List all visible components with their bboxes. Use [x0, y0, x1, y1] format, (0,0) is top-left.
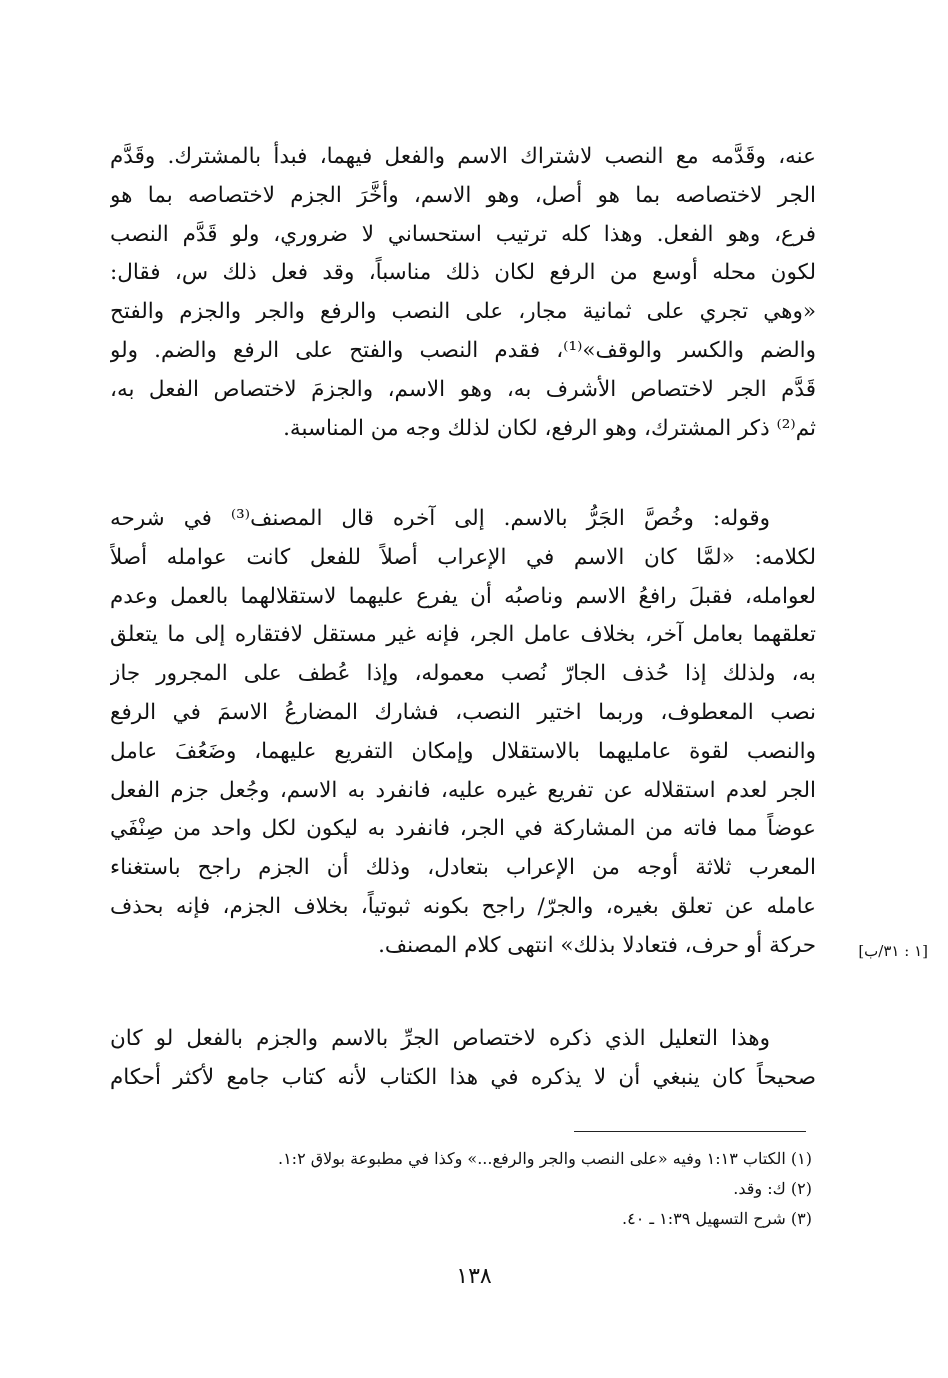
text-line: وقوله: وخُصَّ الجَرُّ بالاسم. إلى آخره قال المصنف⁽³⁾ في شرحه — [110, 506, 770, 531]
footnote-3: (٣) شرح التسهيل ١:٣٩ ـ ٤٠. — [622, 1209, 812, 1228]
text-line: به، ولذلك إذا حُذف الجارّ نُصب معموله، وإذا عُطف على المجرور جاز — [110, 661, 816, 687]
text-line: لكلامه: «لمَّا كان الاسم في الإعراب أصلاً للفعل كانت عوامله أصلاً — [110, 544, 816, 570]
page-number: ١٣٨ — [456, 1264, 492, 1289]
text-line: نصب المعطوف، وربما اختير النصب، فشارك المضارعُ الاسمَ في الرفع — [110, 699, 816, 725]
manuscript-folio-note: [١ : ٣١/ب] — [858, 942, 928, 960]
text-line: تعلقهما بعامل آخر، بخلاف عامل الجر، فإنه غير مستقل لافتقاره إلى ما يتعلق — [110, 622, 816, 648]
footnote-1: (١) الكتاب ١:١٣ وفيه «على النصب والجر والرفع...» وكذا في مطبوعة بولاق ١:٢. — [277, 1149, 812, 1168]
text-line: الجر لعدم استقلاله عن تفريع غيره عليه، فانفرد به الاسم، وجُعل جزم الفعل — [110, 777, 816, 803]
text-line: والضم والكسر والوقف»⁽¹⁾، فقدم النصب والفتح على الرفع والضم. ولو — [110, 337, 816, 363]
footnote-2: (٢) ك: وقد. — [733, 1179, 812, 1198]
text-line: فرع، وهو الفعل. وهذا كله ترتيب استحساني لا ضروري، ولو قَدَّم النصب — [110, 221, 816, 247]
text-line: لعوامله، فقبلَ رافعُ الاسم وناصبُه أن يفرع عليهما لاستقلالهما بالعمل وعدم — [110, 583, 816, 609]
text-line: والنصب لقوة عامليهما بالاستقلال وإمكان التفريع عليهما، وضَعُفَ عامل — [110, 738, 816, 764]
text-line: حركة أو حرف، فتعادلا بذلك» انتهى كلام المصنف. — [378, 932, 816, 958]
footnote-separator — [574, 1131, 806, 1132]
text-line: المعرب ثلاثة أوجه من الإعراب بتعادل، وذلك أن الجزم راجح باستغناء — [110, 855, 816, 881]
text-line: عنه، وقَدَّمه مع النصب لاشتراك الاسم والفعل فيهما، فبدأ بالمشترك. وقَدَّم — [110, 144, 816, 169]
text-line: «وهي تجري على ثمانية مجار، على النصب والرفع والجر والجزم والفتح — [110, 299, 816, 325]
text-line: عوضاً مما فاته من المشاركة في الجر، فانفرد به ليكون لكل واحد من صِنْفَي — [110, 816, 816, 842]
paragraph-1 — [110, 138, 816, 448]
text-line: ثم⁽²⁾ ذكر المشترك، وهو الرفع، لكان لذلك وجه من المناسبة. — [283, 415, 816, 441]
text-line: لكون محله أوسع من الرفع لكان ذلك مناسباً، وقد فعل ذلك س، فقال: — [110, 260, 816, 286]
text-line: صحيحاً كان ينبغي أن لا يذكره في هذا الكتاب لأنه كتاب جامع لأكثر أحكام — [110, 1064, 816, 1090]
footnotes — [150, 1144, 812, 1234]
text-line: قَدَّم الجر لاختصاص الأشرف به، وهو الاسم، والجزمَ لاختصاص الفعل به، — [110, 376, 816, 402]
text-line: وهذا التعليل الذي ذكره لاختصاص الجرِّ بالاسم والجزم بالفعل لو كان — [110, 1026, 770, 1051]
text-line: عامله عن تعلق بغيره، والجرّ/ راجح بكونه ثبوتياً، بخلاف الجزم، فإنه بحذف — [110, 893, 816, 919]
paragraph-3 — [110, 1020, 816, 1098]
text-line: الجر لاختصاصه بما هو أصل، وهو الاسم، وأخَّرَ الجزم لاختصاصه بما هو — [110, 182, 816, 208]
paragraph-2 — [110, 500, 816, 966]
